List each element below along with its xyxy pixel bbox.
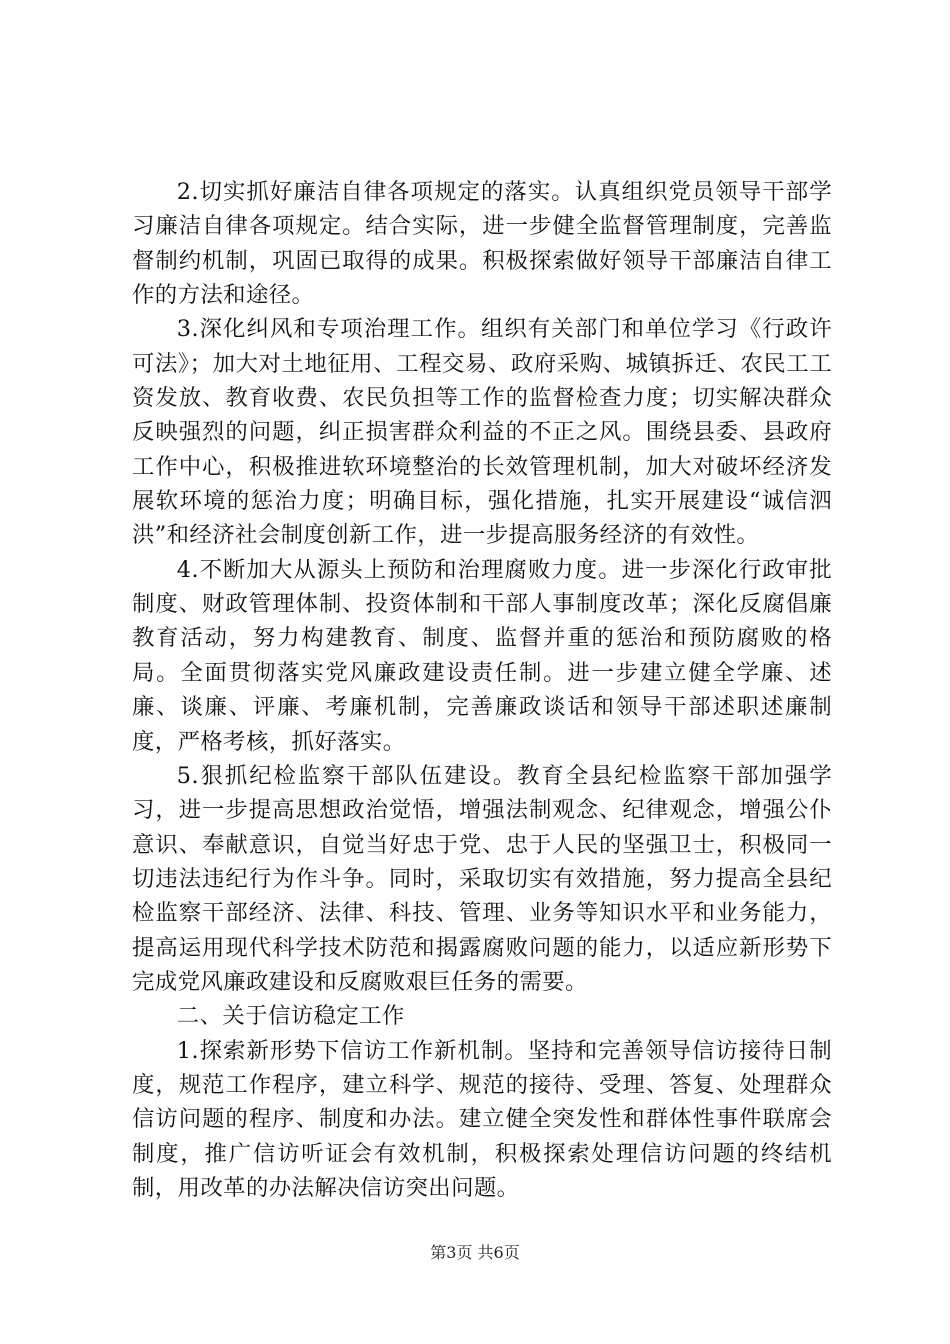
page-number-footer: 第3页 共6页 <box>430 1243 520 1262</box>
paragraph-team-building: 5.狠抓纪检监察干部队伍建设。教育全县纪检监察干部加强学习，进一步提高思想政治觉悟，增强法制观念、纪律观念，增强公仆意识、奉献意识，自觉当好忠于党、忠于人民的坚强卫士，积极同一切违法违纪行为作斗争。同时，采取切实有效措施，努力提高全县纪检监察干部经济、法律、科技、管理、业务等知识水平和业务能力，提高运用现代科学技术防范和揭露腐败问题的能力，以适应新形势下完成党风廉政建设和反腐败艰巨任务的需要。 <box>132 762 832 995</box>
paragraph-petition-mechanism: 1.探索新形势下信访工作新机制。坚持和完善领导信访接待日制度，规范工作程序，建立科学、规范的接待、受理、答复、处理群众信访问题的程序、制度和办法。建立健全突发性和群体性事件联席会制度，推广信访听证会有效机制，积极探索处理信访问题的终结机制，用改革的办法解决信访突出问题。 <box>132 1037 832 1201</box>
paragraph-discipline-rules: 2.切实抓好廉洁自律各项规定的落实。认真组织党员领导干部学习廉洁自律各项规定。结合实际，进一步健全监督管理制度，完善监督制约机制，巩固已取得的成果。积极探索做好领导干部廉洁自律工作的方法和途径。 <box>132 179 832 309</box>
section-heading-petition: 二、关于信访稳定工作 <box>176 1003 405 1030</box>
paragraph-prevent-corruption: 4.不断加大从源头上预防和治理腐败力度。进一步深化行政审批制度、财政管理体制、投资体制和干部人事制度改革；深化反腐倡廉教育活动，努力构建教育、制度、监督并重的惩治和预防腐败的格局。全面贯彻落实党风廉政建设责任制。进一步建立健全学廉、述廉、谈廉、评廉、考廉机制，完善廉政谈话和领导干部述职述廉制度，严格考核，抓好落实。 <box>132 556 832 755</box>
paragraph-special-rectification: 3.深化纠风和专项治理工作。组织有关部门和单位学习《行政许可法》；加大对土地征用、工程交易、政府采购、城镇拆迁、农民工工资发放、教育收费、农民负担等工作的监督检查力度；切实解决群众反映强烈的问题，纠正损害群众利益的不正之风。围绕县委、县政府工作中心，积极推进软环境整治的长效管理机制，加大对破坏经济发展软环境的惩治力度；明确目标，强化措施，扎实开展建设“诚信泗洪”和经济社会制度创新工作，进一步提高服务经济的有效性。 <box>132 316 832 549</box>
document-body <box>132 175 832 1205</box>
